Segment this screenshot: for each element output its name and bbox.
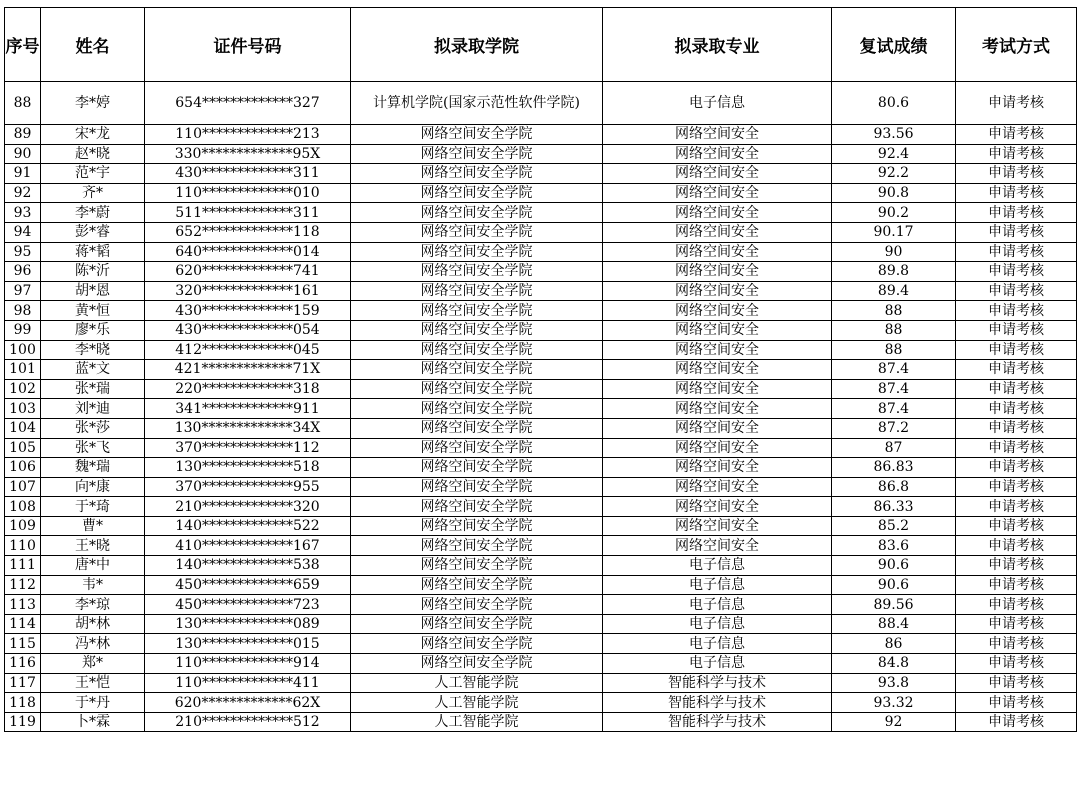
cell-id-number: 341*************911 xyxy=(145,399,351,419)
cell-college: 网络空间安全学院 xyxy=(351,164,603,184)
cell-exam-method: 申请考核 xyxy=(956,242,1077,262)
table-row xyxy=(5,242,1077,262)
cell-name: 陈*沂 xyxy=(41,262,145,282)
cell-major: 网络空间安全 xyxy=(603,222,832,242)
cell-seq: 88 xyxy=(5,82,41,125)
cell-id-number: 220*************318 xyxy=(145,379,351,399)
cell-seq: 92 xyxy=(5,183,41,203)
cell-score: 88 xyxy=(832,320,956,340)
cell-seq: 99 xyxy=(5,320,41,340)
header-id-number: 证件号码 xyxy=(145,8,351,82)
table-row xyxy=(5,458,1077,478)
cell-seq: 97 xyxy=(5,281,41,301)
cell-name: 韦* xyxy=(41,575,145,595)
cell-score: 89.8 xyxy=(832,262,956,282)
table-row xyxy=(5,595,1077,615)
cell-score: 86 xyxy=(832,634,956,654)
cell-exam-method: 申请考核 xyxy=(956,673,1077,693)
cell-college: 网络空间安全学院 xyxy=(351,575,603,595)
cell-college: 网络空间安全学院 xyxy=(351,183,603,203)
table-row xyxy=(5,477,1077,497)
cell-exam-method: 申请考核 xyxy=(956,536,1077,556)
cell-score: 87.4 xyxy=(832,399,956,419)
cell-major: 智能科学与技术 xyxy=(603,712,832,732)
cell-id-number: 410*************167 xyxy=(145,536,351,556)
cell-id-number: 130*************518 xyxy=(145,458,351,478)
cell-exam-method: 申请考核 xyxy=(956,82,1077,125)
cell-score: 92.4 xyxy=(832,144,956,164)
cell-id-number: 210*************512 xyxy=(145,712,351,732)
cell-name: 李*婷 xyxy=(41,82,145,125)
cell-name: 郑* xyxy=(41,654,145,674)
cell-name: 王*恺 xyxy=(41,673,145,693)
cell-major: 网络空间安全 xyxy=(603,340,832,360)
cell-exam-method: 申请考核 xyxy=(956,614,1077,634)
header-name: 姓名 xyxy=(41,8,145,82)
cell-score: 88 xyxy=(832,301,956,321)
cell-exam-method: 申请考核 xyxy=(956,516,1077,536)
cell-name: 冯*林 xyxy=(41,634,145,654)
cell-major: 网络空间安全 xyxy=(603,144,832,164)
cell-exam-method: 申请考核 xyxy=(956,654,1077,674)
cell-exam-method: 申请考核 xyxy=(956,712,1077,732)
cell-college: 网络空间安全学院 xyxy=(351,654,603,674)
cell-id-number: 130*************015 xyxy=(145,634,351,654)
cell-exam-method: 申请考核 xyxy=(956,497,1077,517)
cell-name: 王*晓 xyxy=(41,536,145,556)
cell-name: 向*康 xyxy=(41,477,145,497)
cell-id-number: 140*************538 xyxy=(145,556,351,576)
cell-exam-method: 申请考核 xyxy=(956,144,1077,164)
cell-exam-method: 申请考核 xyxy=(956,340,1077,360)
cell-exam-method: 申请考核 xyxy=(956,301,1077,321)
cell-college: 网络空间安全学院 xyxy=(351,614,603,634)
cell-seq: 114 xyxy=(5,614,41,634)
cell-exam-method: 申请考核 xyxy=(956,262,1077,282)
table-row xyxy=(5,320,1077,340)
cell-seq: 102 xyxy=(5,379,41,399)
cell-score: 88.4 xyxy=(832,614,956,634)
cell-major: 网络空间安全 xyxy=(603,320,832,340)
cell-score: 85.2 xyxy=(832,516,956,536)
cell-seq: 94 xyxy=(5,222,41,242)
cell-name: 胡*恩 xyxy=(41,281,145,301)
cell-college: 网络空间安全学院 xyxy=(351,301,603,321)
table-row xyxy=(5,183,1077,203)
cell-college: 网络空间安全学院 xyxy=(351,222,603,242)
cell-id-number: 210*************320 xyxy=(145,497,351,517)
cell-college: 人工智能学院 xyxy=(351,712,603,732)
cell-score: 84.8 xyxy=(832,654,956,674)
cell-college: 网络空间安全学院 xyxy=(351,320,603,340)
table-row xyxy=(5,654,1077,674)
cell-exam-method: 申请考核 xyxy=(956,556,1077,576)
cell-score: 90.8 xyxy=(832,183,956,203)
table-row xyxy=(5,673,1077,693)
cell-seq: 90 xyxy=(5,144,41,164)
table-row xyxy=(5,614,1077,634)
cell-name: 胡*林 xyxy=(41,614,145,634)
cell-id-number: 640*************014 xyxy=(145,242,351,262)
cell-major: 网络空间安全 xyxy=(603,418,832,438)
cell-major: 电子信息 xyxy=(603,614,832,634)
cell-score: 89.4 xyxy=(832,281,956,301)
table-row xyxy=(5,712,1077,732)
cell-college: 人工智能学院 xyxy=(351,693,603,713)
cell-seq: 111 xyxy=(5,556,41,576)
table-row xyxy=(5,360,1077,380)
table-row xyxy=(5,536,1077,556)
cell-exam-method: 申请考核 xyxy=(956,438,1077,458)
cell-score: 90.2 xyxy=(832,203,956,223)
cell-id-number: 421*************71X xyxy=(145,360,351,380)
cell-exam-method: 申请考核 xyxy=(956,379,1077,399)
cell-college: 网络空间安全学院 xyxy=(351,556,603,576)
cell-id-number: 110*************411 xyxy=(145,673,351,693)
cell-name: 张*飞 xyxy=(41,438,145,458)
cell-score: 83.6 xyxy=(832,536,956,556)
cell-score: 93.56 xyxy=(832,125,956,145)
cell-major: 网络空间安全 xyxy=(603,536,832,556)
cell-major: 网络空间安全 xyxy=(603,379,832,399)
table-row xyxy=(5,497,1077,517)
cell-name: 魏*瑞 xyxy=(41,458,145,478)
cell-name: 彭*睿 xyxy=(41,222,145,242)
cell-name: 廖*乐 xyxy=(41,320,145,340)
cell-score: 93.32 xyxy=(832,693,956,713)
cell-score: 86.33 xyxy=(832,497,956,517)
cell-seq: 119 xyxy=(5,712,41,732)
table-row xyxy=(5,144,1077,164)
cell-exam-method: 申请考核 xyxy=(956,595,1077,615)
cell-id-number: 450*************723 xyxy=(145,595,351,615)
cell-exam-method: 申请考核 xyxy=(956,693,1077,713)
cell-exam-method: 申请考核 xyxy=(956,164,1077,184)
cell-id-number: 110*************213 xyxy=(145,125,351,145)
cell-college: 网络空间安全学院 xyxy=(351,438,603,458)
cell-seq: 106 xyxy=(5,458,41,478)
cell-id-number: 620*************62X xyxy=(145,693,351,713)
cell-name: 李*琼 xyxy=(41,595,145,615)
cell-major: 网络空间安全 xyxy=(603,242,832,262)
cell-id-number: 511*************311 xyxy=(145,203,351,223)
cell-college: 网络空间安全学院 xyxy=(351,595,603,615)
cell-name: 于*丹 xyxy=(41,693,145,713)
cell-exam-method: 申请考核 xyxy=(956,360,1077,380)
cell-id-number: 654*************327 xyxy=(145,82,351,125)
cell-college: 网络空间安全学院 xyxy=(351,399,603,419)
cell-exam-method: 申请考核 xyxy=(956,634,1077,654)
table-row xyxy=(5,82,1077,125)
cell-exam-method: 申请考核 xyxy=(956,203,1077,223)
cell-score: 89.56 xyxy=(832,595,956,615)
cell-score: 87.2 xyxy=(832,418,956,438)
cell-score: 87.4 xyxy=(832,379,956,399)
cell-score: 88 xyxy=(832,340,956,360)
cell-name: 张*瑞 xyxy=(41,379,145,399)
table-row xyxy=(5,203,1077,223)
cell-name: 唐*中 xyxy=(41,556,145,576)
cell-major: 电子信息 xyxy=(603,82,832,125)
cell-id-number: 450*************659 xyxy=(145,575,351,595)
cell-college: 计算机学院(国家示范性软件学院) xyxy=(351,82,603,125)
cell-score: 86.83 xyxy=(832,458,956,478)
cell-major: 网络空间安全 xyxy=(603,301,832,321)
cell-seq: 91 xyxy=(5,164,41,184)
cell-name: 范*宇 xyxy=(41,164,145,184)
cell-name: 李*晓 xyxy=(41,340,145,360)
cell-seq: 112 xyxy=(5,575,41,595)
cell-college: 网络空间安全学院 xyxy=(351,536,603,556)
cell-seq: 101 xyxy=(5,360,41,380)
cell-college: 网络空间安全学院 xyxy=(351,477,603,497)
cell-name: 张*莎 xyxy=(41,418,145,438)
cell-id-number: 110*************010 xyxy=(145,183,351,203)
table-row xyxy=(5,164,1077,184)
cell-college: 网络空间安全学院 xyxy=(351,418,603,438)
cell-seq: 93 xyxy=(5,203,41,223)
cell-exam-method: 申请考核 xyxy=(956,477,1077,497)
cell-name: 李*蔚 xyxy=(41,203,145,223)
table-row xyxy=(5,418,1077,438)
header-major: 拟录取专业 xyxy=(603,8,832,82)
cell-major: 网络空间安全 xyxy=(603,203,832,223)
cell-seq: 108 xyxy=(5,497,41,517)
cell-exam-method: 申请考核 xyxy=(956,458,1077,478)
cell-exam-method: 申请考核 xyxy=(956,575,1077,595)
cell-score: 86.8 xyxy=(832,477,956,497)
table-row xyxy=(5,516,1077,536)
table-row xyxy=(5,301,1077,321)
cell-college: 网络空间安全学院 xyxy=(351,203,603,223)
cell-major: 网络空间安全 xyxy=(603,399,832,419)
cell-score: 92.2 xyxy=(832,164,956,184)
cell-seq: 109 xyxy=(5,516,41,536)
cell-seq: 110 xyxy=(5,536,41,556)
table-row xyxy=(5,634,1077,654)
cell-seq: 96 xyxy=(5,262,41,282)
cell-name: 蒋*韬 xyxy=(41,242,145,262)
cell-seq: 105 xyxy=(5,438,41,458)
cell-major: 智能科学与技术 xyxy=(603,673,832,693)
table-row xyxy=(5,281,1077,301)
cell-college: 人工智能学院 xyxy=(351,673,603,693)
cell-major: 网络空间安全 xyxy=(603,516,832,536)
cell-score: 92 xyxy=(832,712,956,732)
cell-seq: 113 xyxy=(5,595,41,615)
cell-exam-method: 申请考核 xyxy=(956,281,1077,301)
cell-name: 赵*晓 xyxy=(41,144,145,164)
admission-table xyxy=(4,7,1077,732)
cell-seq: 115 xyxy=(5,634,41,654)
cell-id-number: 412*************045 xyxy=(145,340,351,360)
cell-score: 90.6 xyxy=(832,556,956,576)
cell-major: 电子信息 xyxy=(603,575,832,595)
table-row xyxy=(5,340,1077,360)
cell-college: 网络空间安全学院 xyxy=(351,516,603,536)
cell-seq: 117 xyxy=(5,673,41,693)
cell-exam-method: 申请考核 xyxy=(956,183,1077,203)
cell-college: 网络空间安全学院 xyxy=(351,281,603,301)
table-row xyxy=(5,556,1077,576)
cell-college: 网络空间安全学院 xyxy=(351,144,603,164)
cell-id-number: 370*************955 xyxy=(145,477,351,497)
cell-id-number: 430*************311 xyxy=(145,164,351,184)
cell-major: 智能科学与技术 xyxy=(603,693,832,713)
cell-major: 电子信息 xyxy=(603,595,832,615)
cell-score: 87 xyxy=(832,438,956,458)
cell-college: 网络空间安全学院 xyxy=(351,125,603,145)
cell-exam-method: 申请考核 xyxy=(956,418,1077,438)
cell-id-number: 110*************914 xyxy=(145,654,351,674)
cell-major: 网络空间安全 xyxy=(603,477,832,497)
cell-seq: 100 xyxy=(5,340,41,360)
cell-seq: 89 xyxy=(5,125,41,145)
cell-score: 90.6 xyxy=(832,575,956,595)
cell-exam-method: 申请考核 xyxy=(956,125,1077,145)
cell-seq: 104 xyxy=(5,418,41,438)
cell-exam-method: 申请考核 xyxy=(956,399,1077,419)
cell-seq: 95 xyxy=(5,242,41,262)
cell-seq: 98 xyxy=(5,301,41,321)
cell-major: 网络空间安全 xyxy=(603,164,832,184)
cell-id-number: 652*************118 xyxy=(145,222,351,242)
cell-id-number: 430*************054 xyxy=(145,320,351,340)
cell-id-number: 370*************112 xyxy=(145,438,351,458)
cell-college: 网络空间安全学院 xyxy=(351,379,603,399)
header-row xyxy=(5,8,1077,82)
table-row xyxy=(5,262,1077,282)
cell-major: 网络空间安全 xyxy=(603,438,832,458)
cell-major: 网络空间安全 xyxy=(603,281,832,301)
cell-major: 电子信息 xyxy=(603,654,832,674)
header-score: 复试成绩 xyxy=(832,8,956,82)
table-row xyxy=(5,379,1077,399)
cell-id-number: 320*************161 xyxy=(145,281,351,301)
table-row xyxy=(5,438,1077,458)
cell-exam-method: 申请考核 xyxy=(956,222,1077,242)
cell-name: 齐* xyxy=(41,183,145,203)
cell-seq: 118 xyxy=(5,693,41,713)
cell-id-number: 130*************089 xyxy=(145,614,351,634)
cell-id-number: 430*************159 xyxy=(145,301,351,321)
cell-name: 刘*迪 xyxy=(41,399,145,419)
table-row xyxy=(5,125,1077,145)
cell-id-number: 140*************522 xyxy=(145,516,351,536)
cell-score: 80.6 xyxy=(832,82,956,125)
cell-name: 宋*龙 xyxy=(41,125,145,145)
cell-major: 网络空间安全 xyxy=(603,458,832,478)
cell-id-number: 330*************95X xyxy=(145,144,351,164)
cell-name: 曹* xyxy=(41,516,145,536)
cell-college: 网络空间安全学院 xyxy=(351,340,603,360)
cell-name: 卜*霖 xyxy=(41,712,145,732)
cell-seq: 116 xyxy=(5,654,41,674)
cell-name: 蓝*文 xyxy=(41,360,145,380)
table-row xyxy=(5,693,1077,713)
cell-college: 网络空间安全学院 xyxy=(351,262,603,282)
table-row xyxy=(5,222,1077,242)
cell-college: 网络空间安全学院 xyxy=(351,497,603,517)
cell-score: 87.4 xyxy=(832,360,956,380)
cell-major: 网络空间安全 xyxy=(603,125,832,145)
cell-score: 90 xyxy=(832,242,956,262)
cell-college: 网络空间安全学院 xyxy=(351,360,603,380)
cell-college: 网络空间安全学院 xyxy=(351,634,603,654)
header-seq: 序号 xyxy=(5,8,41,82)
header-college: 拟录取学院 xyxy=(351,8,603,82)
cell-exam-method: 申请考核 xyxy=(956,320,1077,340)
cell-id-number: 130*************34X xyxy=(145,418,351,438)
cell-major: 电子信息 xyxy=(603,556,832,576)
cell-id-number: 620*************741 xyxy=(145,262,351,282)
cell-score: 90.17 xyxy=(832,222,956,242)
cell-major: 网络空间安全 xyxy=(603,360,832,380)
cell-seq: 103 xyxy=(5,399,41,419)
cell-score: 93.8 xyxy=(832,673,956,693)
cell-college: 网络空间安全学院 xyxy=(351,458,603,478)
cell-major: 电子信息 xyxy=(603,634,832,654)
cell-name: 黄*恒 xyxy=(41,301,145,321)
cell-major: 网络空间安全 xyxy=(603,497,832,517)
table-row xyxy=(5,575,1077,595)
cell-name: 于*琦 xyxy=(41,497,145,517)
table-row xyxy=(5,399,1077,419)
cell-seq: 107 xyxy=(5,477,41,497)
cell-major: 网络空间安全 xyxy=(603,262,832,282)
header-exam-method: 考试方式 xyxy=(956,8,1077,82)
cell-college: 网络空间安全学院 xyxy=(351,242,603,262)
cell-major: 网络空间安全 xyxy=(603,183,832,203)
